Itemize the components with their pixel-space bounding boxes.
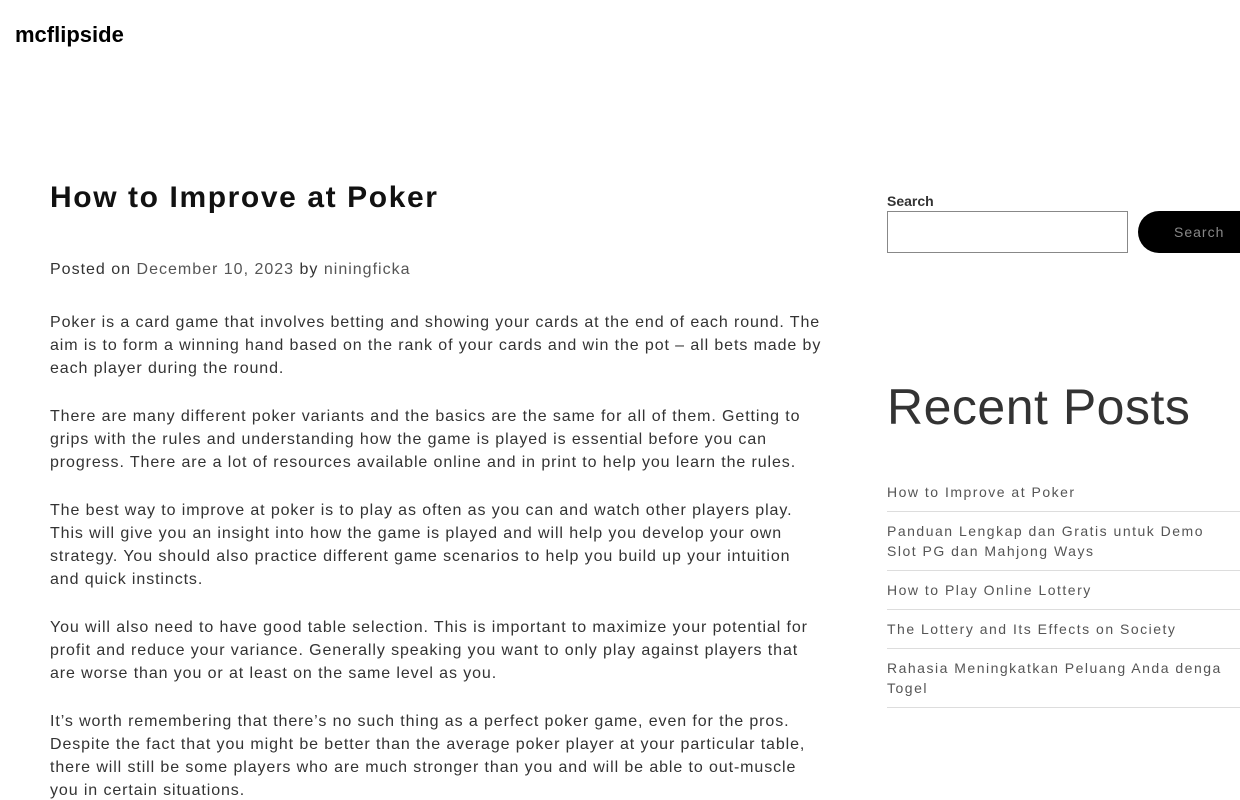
post-author-link[interactable]: niningficka (323, 261, 411, 278)
post-title: How to Improve at Poker (50, 181, 439, 214)
list-item (887, 619, 1240, 649)
post-content (50, 311, 825, 800)
site-title-link[interactable]: mcflipside (15, 22, 124, 47)
recent-post-link[interactable]: Rahasia Meningkatkan Peluang Anda denga Togel (887, 660, 1222, 696)
post-date-link[interactable]: December 10, 2023 (136, 261, 295, 278)
post-paragraph: You will also need to have good table selection. This is important to maximize your potential for profit and reduce your variance. Generally speaking you want to only play against players that are worse than you or at least on the same level as you. (50, 619, 808, 682)
post-paragraph: It’s worth remembering that there’s no such thing as a perfect poker game, even for the pros. Despite the fact that you might be better than the average poker player at your particular table, there will still be some players who are much stronger than you and will be able to out-muscle you in certain situations. (50, 713, 806, 799)
search-label: Search (887, 193, 934, 209)
recent-post-link[interactable]: The Lottery and Its Effects on Society (887, 621, 1177, 637)
post-paragraph: The best way to improve at poker is to play as often as you can and watch other players play. This will give you an insight into how the game is played and will help you develop your own strategy. You should also practice different game scenarios to help you build up your intuition and quick instincts. (50, 502, 793, 588)
list-item (887, 521, 1240, 571)
posted-on-label: Posted on (50, 261, 132, 278)
recent-post-link[interactable]: How to Improve at Poker (887, 484, 1076, 500)
list-item (887, 658, 1240, 708)
post-paragraph: There are many different poker variants and the basics are the same for all of them. Getting to grips with the rules and understanding how the game is played is essential before you can progress. There are a lot of resources available online and in print to help you learn the rules. (50, 408, 801, 471)
list-item (887, 580, 1240, 610)
search-button[interactable]: Search (1138, 211, 1240, 253)
search-input[interactable] (887, 211, 1128, 253)
recent-posts-list (887, 482, 1240, 717)
post-meta (50, 261, 410, 279)
recent-posts-heading: Recent Posts (887, 379, 1191, 435)
recent-post-link[interactable]: Panduan Lengkap dan Gratis untuk Demo Slot PG dan Mahjong Ways (887, 523, 1205, 559)
list-item (887, 482, 1240, 512)
by-label: by (299, 261, 319, 278)
post-paragraph: Poker is a card game that involves betting and showing your cards at the end of each round. The aim is to form a winning hand based on the rank of your cards and win the pot – all bets made by each player during the round. (50, 314, 822, 377)
recent-post-link[interactable]: How to Play Online Lottery (887, 582, 1092, 598)
